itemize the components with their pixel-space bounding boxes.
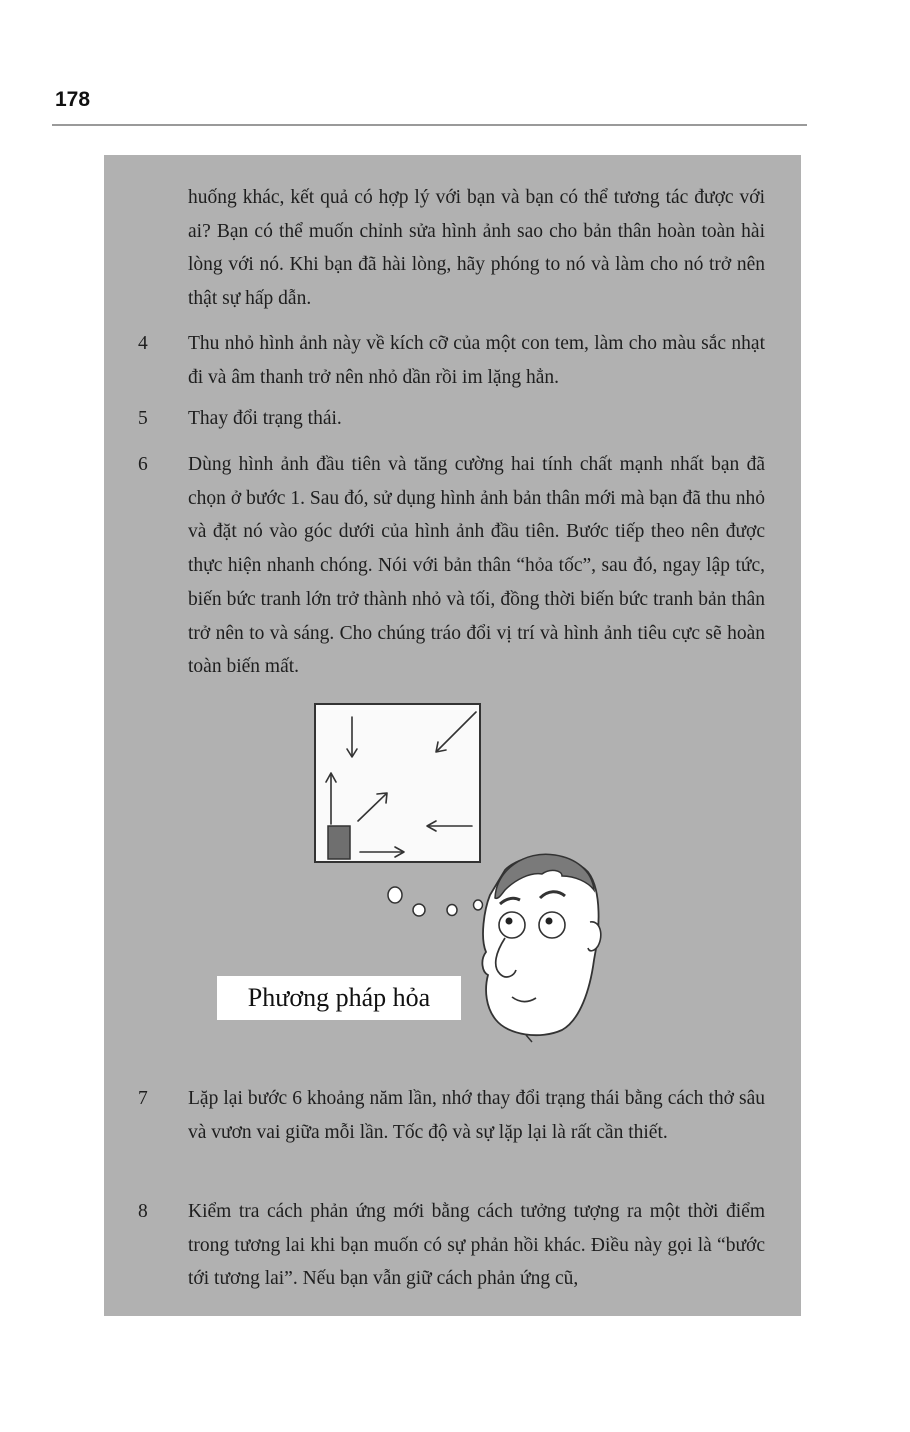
- step-7-number: 7: [138, 1088, 148, 1109]
- step-5-number: 5: [138, 408, 148, 429]
- illustration-caption: [217, 976, 461, 1020]
- header-rule: [52, 124, 807, 126]
- step-6-text: Dùng hình ảnh đầu tiên và tăng cường hai tính chất mạnh nhất bạn đã chọn ở bước 1. Sau đó, sử dụng hình ảnh bản thân mới mà bạn đã thu nhỏ và đặt nó vào góc dưới của hình ảnh đầu tiên. Bước tiếp theo nên được thực hiện nhanh chóng. Nói với bản thân “hỏa tốc”, sau đó, ngay lập tức, biến bức tranh lớn trở thành nhỏ và tối, đồng thời biến bức tranh bản thân trở nên to và sáng. Cho chúng tráo đổi vị trí và hình ảnh tiêu cực sẽ hoàn toàn biến mất.: [188, 454, 765, 678]
- step-8-text: Kiểm tra cách phản ứng mới bằng cách tưởng tượng ra một thời điểm trong tương lai khi bạn muốn có sự phản hồi khác. Điều này gọi là “bước tới tương lai”. Nếu bạn vẫn giữ cách phản ứng cũ,: [188, 1201, 765, 1290]
- step-4-number: 4: [138, 333, 148, 354]
- intro-paragraph: huống khác, kết quả có hợp lý với bạn và bạn có thể tương tác được với ai? Bạn có thể muốn chỉnh sửa hình ảnh sao cho bản thân hoàn toàn hài lòng với nó. Khi bạn đã hài lòng, hãy phóng to nó và làm cho nó trở nên thật sự hấp dẫn.: [188, 187, 765, 310]
- step-8-number: 8: [138, 1201, 148, 1222]
- step-6-number: 6: [138, 454, 148, 475]
- caption-text: Phương pháp hỏa: [247, 983, 431, 1012]
- step-7-text: Lặp lại bước 6 khoảng năm lần, nhớ thay đổi trạng thái bằng cách thở sâu và vươn vai giữa mỗi lần. Tốc độ và sự lặp lại là rất cần thiết.: [188, 1088, 765, 1143]
- step-5-text: Thay đổi trạng thái.: [188, 408, 342, 429]
- step-4-text: Thu nhỏ hình ảnh này về kích cỡ của một con tem, làm cho màu sắc nhạt đi và âm thanh trở nên nhỏ dần rồi im lặng hẳn.: [188, 333, 765, 388]
- page-number: 178: [55, 88, 91, 111]
